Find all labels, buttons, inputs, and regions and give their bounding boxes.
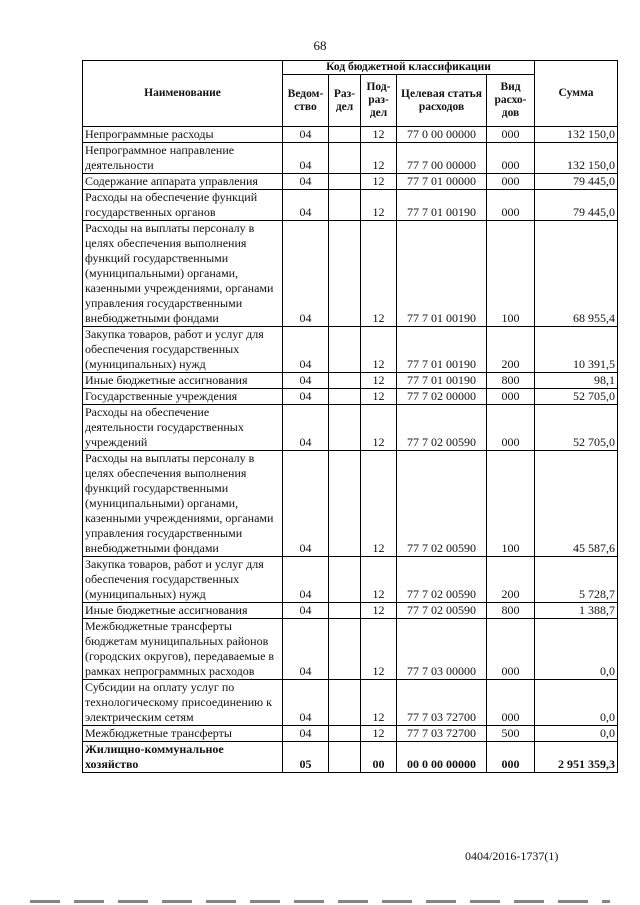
cell-raz2: 12 [361,451,397,557]
cell-raz2: 12 [361,680,397,726]
cell-cs: 77 7 01 00190 [397,373,487,389]
cell-sum: 45 587,6 [535,451,618,557]
cell-sum: 1 388,7 [535,603,618,619]
cell-vid: 000 [487,143,535,174]
cell-vid: 800 [487,603,535,619]
cell-name: Государственные учреждения [83,389,283,405]
table-row [83,726,618,742]
cell-ved: 04 [283,127,329,143]
cell-raz [329,174,361,190]
cell-raz2: 12 [361,557,397,603]
cell-sum: 5 728,7 [535,557,618,603]
cell-raz2: 12 [361,174,397,190]
cell-ved: 05 [283,742,329,773]
cell-name: Иные бюджетные ассигнования [83,603,283,619]
table-row [83,742,618,773]
cell-vid: 200 [487,557,535,603]
cell-vid: 000 [487,174,535,190]
cell-name: Непрограммное направление деятельности [83,143,283,174]
cell-cs: 77 7 02 00590 [397,405,487,451]
table-row [83,174,618,190]
cell-cs: 77 7 03 72700 [397,680,487,726]
cell-raz2: 12 [361,143,397,174]
cell-ved: 04 [283,143,329,174]
table-row [83,373,618,389]
table-row [83,190,618,221]
cell-cs: 77 7 01 00190 [397,327,487,373]
scan-edge [30,900,610,903]
cell-ved: 04 [283,451,329,557]
cell-raz [329,603,361,619]
table-row [83,389,618,405]
header-sum: Сумма [535,61,618,127]
header-name: Наименование [83,61,283,127]
cell-name: Расходы на обеспечение функций государственных органов [83,190,283,221]
cell-ved: 04 [283,389,329,405]
cell-raz [329,451,361,557]
cell-name: Расходы на выплаты персоналу в целях обеспечения выполнения функций государственными (муниципальными) органами, казенными учреждениями, органами управления государственными внебюджетными фондами [83,221,283,327]
cell-vid: 000 [487,680,535,726]
cell-sum: 0,0 [535,726,618,742]
cell-name: Жилищно-коммунальное хозяйство [83,742,283,773]
cell-ved: 04 [283,327,329,373]
table-row [83,405,618,451]
page-number: 68 [313,38,327,53]
header-vid: Вид расхо-дов [487,75,535,127]
cell-raz [329,221,361,327]
cell-raz2: 12 [361,221,397,327]
cell-raz2: 12 [361,373,397,389]
table-row [83,451,618,557]
cell-raz [329,389,361,405]
header-vedomstvo: Ведом-ство [283,75,329,127]
cell-cs: 00 0 00 00000 [397,742,487,773]
cell-raz2: 12 [361,327,397,373]
cell-raz [329,127,361,143]
table-row [83,327,618,373]
cell-cs: 77 0 00 00000 [397,127,487,143]
cell-raz [329,726,361,742]
cell-raz [329,190,361,221]
cell-sum: 98,1 [535,373,618,389]
cell-ved: 04 [283,190,329,221]
budget-table [82,60,618,773]
cell-vid: 500 [487,726,535,742]
cell-ved: 04 [283,619,329,680]
table-row [83,127,618,143]
table-row [83,603,618,619]
cell-sum: 0,0 [535,619,618,680]
cell-raz2: 00 [361,742,397,773]
cell-vid: 000 [487,619,535,680]
cell-sum: 0,0 [535,680,618,726]
cell-ved: 04 [283,174,329,190]
cell-raz2: 12 [361,127,397,143]
cell-raz [329,405,361,451]
cell-raz [329,619,361,680]
cell-sum: 68 955,4 [535,221,618,327]
table-row [83,143,618,174]
cell-sum: 79 445,0 [535,174,618,190]
cell-name: Закупка товаров, работ и услуг для обеспечения государственных (муниципальных) нужд [83,557,283,603]
cell-ved: 04 [283,221,329,327]
cell-sum: 52 705,0 [535,405,618,451]
cell-ved: 04 [283,405,329,451]
table-row [83,619,618,680]
cell-ved: 04 [283,557,329,603]
cell-name: Расходы на обеспечение деятельности государственных учреждений [83,405,283,451]
header-podrazdel: Под-раз-дел [361,75,397,127]
cell-vid: 200 [487,327,535,373]
cell-vid: 100 [487,451,535,557]
cell-name: Непрограммные расходы [83,127,283,143]
cell-cs: 77 7 03 00000 [397,619,487,680]
cell-cs: 77 7 01 00000 [397,174,487,190]
cell-ved: 04 [283,373,329,389]
cell-raz [329,373,361,389]
cell-name: Расходы на выплаты персоналу в целях обеспечения выполнения функций государственными (муниципальными) органами, казенными учреждениями, органами управления государственными внебюджетными фондами [83,451,283,557]
cell-vid: 000 [487,190,535,221]
cell-cs: 77 7 00 00000 [397,143,487,174]
cell-raz [329,742,361,773]
cell-raz [329,327,361,373]
table-row [83,557,618,603]
table-row [83,680,618,726]
cell-raz2: 12 [361,190,397,221]
cell-cs: 77 7 02 00000 [397,389,487,405]
cell-name: Закупка товаров, работ и услуг для обеспечения государственных (муниципальных) нужд [83,327,283,373]
cell-raz2: 12 [361,405,397,451]
table-row [83,221,618,327]
cell-cs: 77 7 03 72700 [397,726,487,742]
cell-name: Субсидии на оплату услуг по технологическому присоединению к электрическим сетям [83,680,283,726]
cell-ved: 04 [283,726,329,742]
cell-vid: 100 [487,221,535,327]
cell-vid: 000 [487,742,535,773]
cell-name: Межбюджетные трансферты бюджетам муниципальных районов (городских округов), передаваемые в рамках непрограммных расходов [83,619,283,680]
cell-raz2: 12 [361,619,397,680]
header-target: Целевая статья расходов [397,75,487,127]
cell-cs: 77 7 01 00190 [397,190,487,221]
document-code: 0404/2016-1737(1) [465,849,559,863]
cell-sum: 52 705,0 [535,389,618,405]
cell-sum: 2 951 359,3 [535,742,618,773]
cell-raz [329,680,361,726]
cell-raz2: 12 [361,726,397,742]
cell-cs: 77 7 02 00590 [397,451,487,557]
header-budget-code: Код бюджетной классификации [283,61,535,75]
cell-vid: 000 [487,127,535,143]
cell-name: Иные бюджетные ассигнования [83,373,283,389]
cell-cs: 77 7 02 00590 [397,603,487,619]
cell-name: Межбюджетные трансферты [83,726,283,742]
cell-raz2: 12 [361,603,397,619]
cell-vid: 000 [487,405,535,451]
cell-name: Содержание аппарата управления [83,174,283,190]
header-razdel: Раз-дел [329,75,361,127]
cell-raz [329,143,361,174]
cell-raz2: 12 [361,389,397,405]
cell-cs: 77 7 01 00190 [397,221,487,327]
cell-sum: 10 391,5 [535,327,618,373]
cell-ved: 04 [283,603,329,619]
cell-cs: 77 7 02 00590 [397,557,487,603]
cell-sum: 132 150,0 [535,143,618,174]
cell-vid: 000 [487,389,535,405]
cell-ved: 04 [283,680,329,726]
cell-sum: 132 150,0 [535,127,618,143]
cell-sum: 79 445,0 [535,190,618,221]
cell-vid: 800 [487,373,535,389]
cell-raz [329,557,361,603]
